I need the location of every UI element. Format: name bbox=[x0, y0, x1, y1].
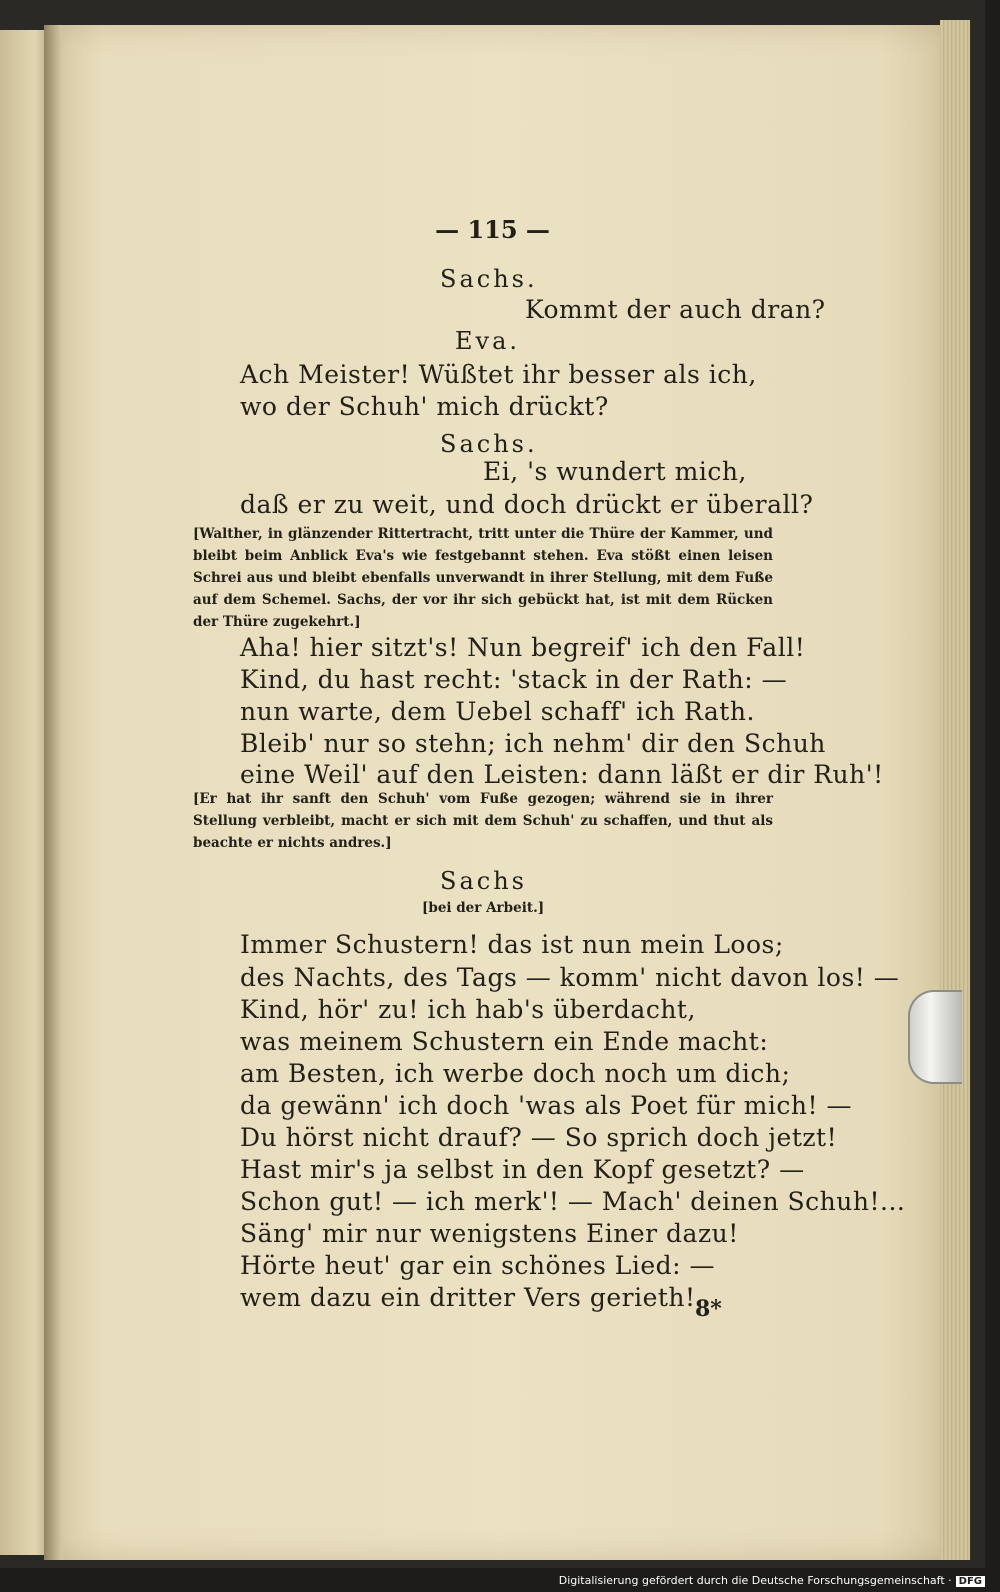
dfg-logo: DFG bbox=[956, 1576, 985, 1587]
page-stack-edges bbox=[940, 20, 970, 1560]
verse-line: daß er zu weit, und doch drückt er überall? bbox=[240, 490, 814, 519]
credit-text: Digitalisierung gefördert durch die Deutsche Forschungsgemeinschaft · bbox=[558, 1574, 952, 1587]
verse-line: Hörte heut' gar ein schönes Lied: — bbox=[240, 1251, 716, 1280]
sheet-signature: 8* bbox=[695, 1296, 722, 1322]
verse-line: des Nachts, des Tags — komm' nicht davon los! — bbox=[240, 963, 900, 992]
verse-line: Ach Meister! Wüßtet ihr besser als ich, bbox=[240, 360, 757, 389]
verse-line: Kind, hör' zu! ich hab's überdacht, bbox=[240, 995, 696, 1024]
speaker-sachs: Sachs. bbox=[440, 430, 538, 458]
speaker-eva: Eva. bbox=[455, 327, 521, 355]
verse-line: Aha! hier sitzt's! Nun begreif' ich den Fall! bbox=[240, 633, 806, 662]
verse-line: Säng' mir nur wenigstens Einer dazu! bbox=[240, 1219, 739, 1248]
digitization-credit bbox=[0, 1574, 985, 1587]
stage-direction: [Walther, in glänzender Rittertracht, tritt unter die Thüre der Kammer, und bleibt beim Anblick Eva's wie festgebannt stehen. Eva stößt einen leisen Schrei aus und bleibt ebenfalls unverwandt in ihrer Stellung, mit dem Fuße auf dem Schemel. Sachs, der vor ihr sich gebückt hat, ist mit dem Rücken der Thüre zugekehrt.] bbox=[193, 526, 773, 630]
verse-line: Immer Schustern! das ist nun mein Loos; bbox=[240, 930, 784, 959]
speaker-sachs: Sachs bbox=[440, 867, 527, 895]
verse-line: Bleib' nur so stehn; ich nehm' dir den Schuh bbox=[240, 729, 826, 758]
verse-line: da gewänn' ich doch 'was als Poet für mich! — bbox=[240, 1091, 852, 1120]
verse-line: Hast mir's ja selbst in den Kopf gesetzt? — bbox=[240, 1155, 805, 1184]
verse-line: eine Weil' auf den Leisten: dann läßt er dir Ruh'! bbox=[240, 760, 884, 789]
speaker-sachs: Sachs. bbox=[440, 265, 538, 293]
stage-direction: [bei der Arbeit.] bbox=[422, 900, 545, 916]
verse-line: wem dazu ein dritter Vers gerieth! bbox=[240, 1283, 696, 1312]
verse-line: Ei, 's wundert mich, bbox=[483, 457, 747, 486]
page-gutter bbox=[44, 25, 62, 1560]
verse-line: nun warte, dem Uebel schaff' ich Rath. bbox=[240, 697, 755, 726]
verse-line: Kind, du hast recht: 'stack in der Rath: — bbox=[240, 665, 788, 694]
verse-line: wo der Schuh' mich drückt? bbox=[240, 392, 609, 421]
verse-line: Kommt der auch dran? bbox=[525, 295, 826, 324]
verse-line: was meinem Schustern ein Ende macht: bbox=[240, 1027, 769, 1056]
stage-direction: [Er hat ihr sanft den Schuh' vom Fuße gezogen; während sie in ihrer Stellung verbleibt, macht er sich mit dem Schuh' zu schaffen, und thut als beachte er nichts andres.] bbox=[193, 791, 773, 851]
verse-line: am Besten, ich werbe doch noch um dich; bbox=[240, 1059, 791, 1088]
verse-line: Du hörst nicht drauf? — So sprich doch jetzt! bbox=[240, 1123, 838, 1152]
page-number: — 115 — bbox=[435, 215, 550, 244]
page-clip bbox=[908, 990, 962, 1084]
verse-line: Schon gut! — ich merk'! — Mach' deinen Schuh!... bbox=[240, 1187, 906, 1216]
previous-page-edge bbox=[0, 30, 50, 1555]
